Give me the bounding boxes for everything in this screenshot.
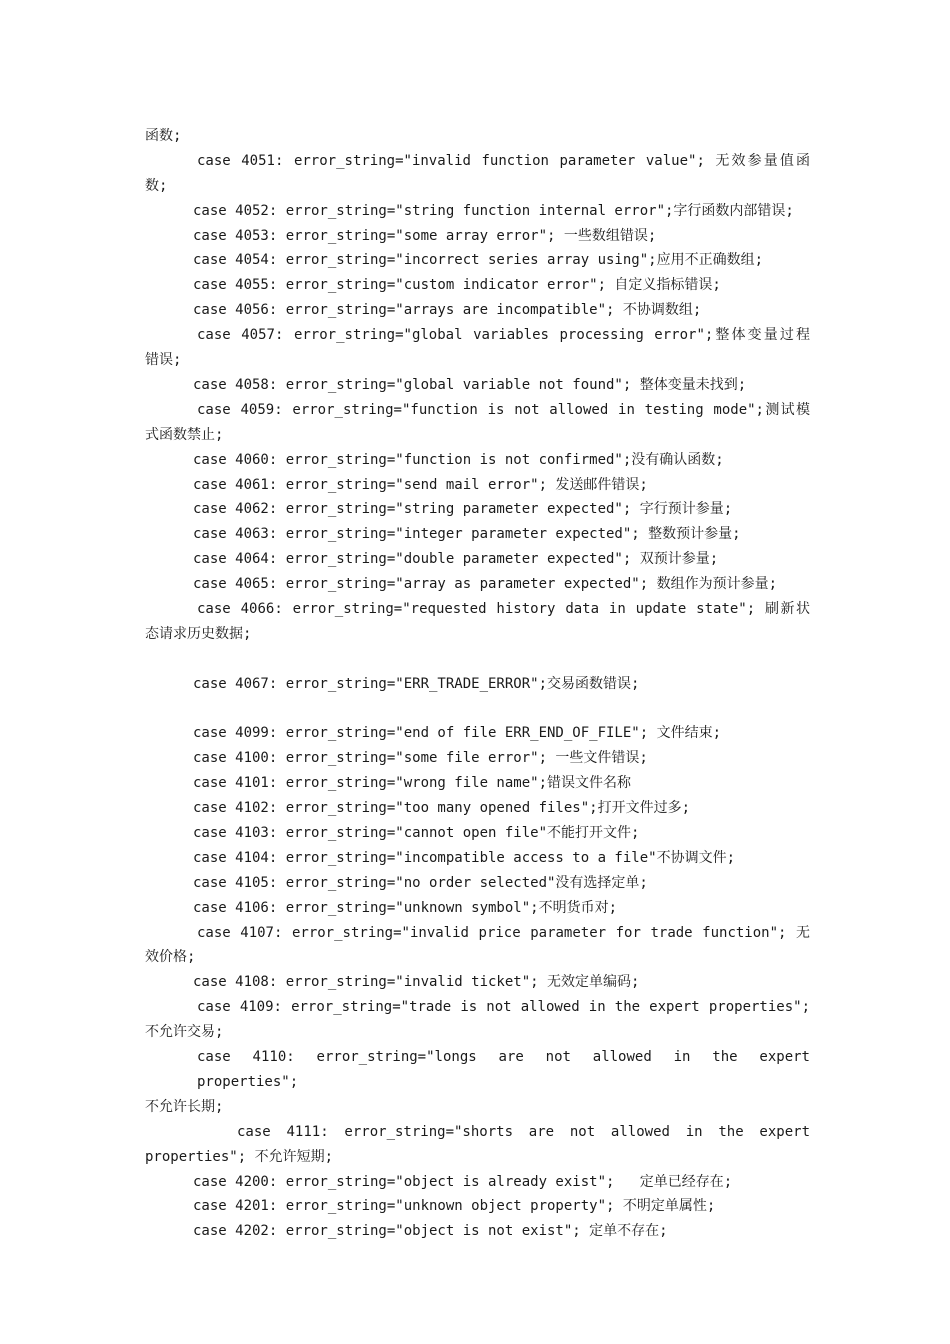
text-line: 不允许长期; xyxy=(145,1098,224,1115)
text-line: 错误; xyxy=(145,352,182,369)
text-line: case 4099: error_string="end of file ERR_END_OF_FILE"; 文件结束; xyxy=(193,725,722,742)
text-line: case 4051: error_string="invalid function parameter value"; 无效参量值函 xyxy=(197,152,810,169)
text-line: 态请求历史数据; xyxy=(145,625,252,642)
text-line xyxy=(145,647,810,672)
document-body xyxy=(145,124,810,1244)
text-line: case 4055: error_string="custom indicator error"; 自定义指标错误; xyxy=(193,277,721,294)
text-line: case 4064: error_string="double parameter expected"; 双预计参量; xyxy=(193,551,719,568)
text-line: case 4110: error_string="longs are not allowed in the expert properties"; xyxy=(197,1049,810,1090)
text-line: case 4108: error_string="invalid ticket"; 无效定单编码; xyxy=(193,974,640,991)
text-line: case 4106: error_string="unknown symbol";不明货币对; xyxy=(193,899,618,916)
text-line: case 4052: error_string="string function internal error";字行函数内部错误; xyxy=(193,202,794,219)
text-line: case 4056: error_string="arrays are incompatible"; 不协调数组; xyxy=(193,302,702,319)
text-line: case 4063: error_string="integer parameter expected"; 整数预计参量; xyxy=(193,526,741,543)
text-line: 函数; xyxy=(145,128,182,144)
text-line: case 4066: error_string="requested history data in update state"; 刷新状 xyxy=(197,600,810,617)
text-line: case 4054: error_string="incorrect series array using";应用不正确数组; xyxy=(193,252,764,269)
text-line: case 4104: error_string="incompatible access to a file"不协调文件; xyxy=(193,849,736,866)
text-line: case 4103: error_string="cannot open file"不能打开文件; xyxy=(193,825,640,841)
text-line: 式函数禁止; xyxy=(145,426,224,443)
text-line: 数; xyxy=(145,177,168,194)
text-line: case 4201: error_string="unknown object property"; 不明定单属性; xyxy=(193,1198,716,1215)
text-line xyxy=(145,697,810,722)
text-line: case 4065: error_string="array as parameter expected"; 数组作为预计参量; xyxy=(193,576,778,593)
text-line: case 4059: error_string="function is not allowed in testing mode";测试模 xyxy=(197,401,810,418)
text-line: case 4060: error_string="function is not confirmed";没有确认函数; xyxy=(193,451,724,468)
text-line: case 4105: error_string="no order selected"没有选择定单; xyxy=(193,874,648,891)
text-line: case 4101: error_string="wrong file name";错误文件名称 xyxy=(193,775,632,792)
text-line: case 4200: error_string="object is already exist"; 定单已经存在; xyxy=(193,1173,733,1190)
text-line: case 4057: error_string="global variables processing error";整体变量过程 xyxy=(197,327,810,344)
text-line: case 4053: error_string="some array error"; 一些数组错误; xyxy=(193,227,657,244)
text-line: case 4109: error_string="trade is not allowed in the expert properties"; xyxy=(197,999,810,1016)
text-line: case 4058: error_string="global variable not found"; 整体变量未找到; xyxy=(193,376,747,393)
text-line: 效价格; xyxy=(145,949,196,966)
text-line: case 4202: error_string="object is not exist"; 定单不存在; xyxy=(193,1223,668,1240)
text-line: properties"; 不允许短期; xyxy=(145,1148,334,1165)
text-line: case 4107: error_string="invalid price parameter for trade function"; 无 xyxy=(197,924,810,941)
text-line: case 4061: error_string="send mail error"; 发送邮件错误; xyxy=(193,476,648,493)
text-line: 不允许交易; xyxy=(145,1024,224,1041)
text-line: case 4102: error_string="too many opened files";打开文件过多; xyxy=(193,800,691,817)
text-line: case 4067: error_string="ERR_TRADE_ERROR";交易函数错误; xyxy=(193,675,640,692)
text-line: case 4062: error_string="string parameter expected"; 字行预计参量; xyxy=(193,501,733,518)
text-line: case 4111: error_string="shorts are not allowed in the expert xyxy=(237,1123,810,1140)
text-line: case 4100: error_string="some file error"; 一些文件错误; xyxy=(193,750,648,767)
